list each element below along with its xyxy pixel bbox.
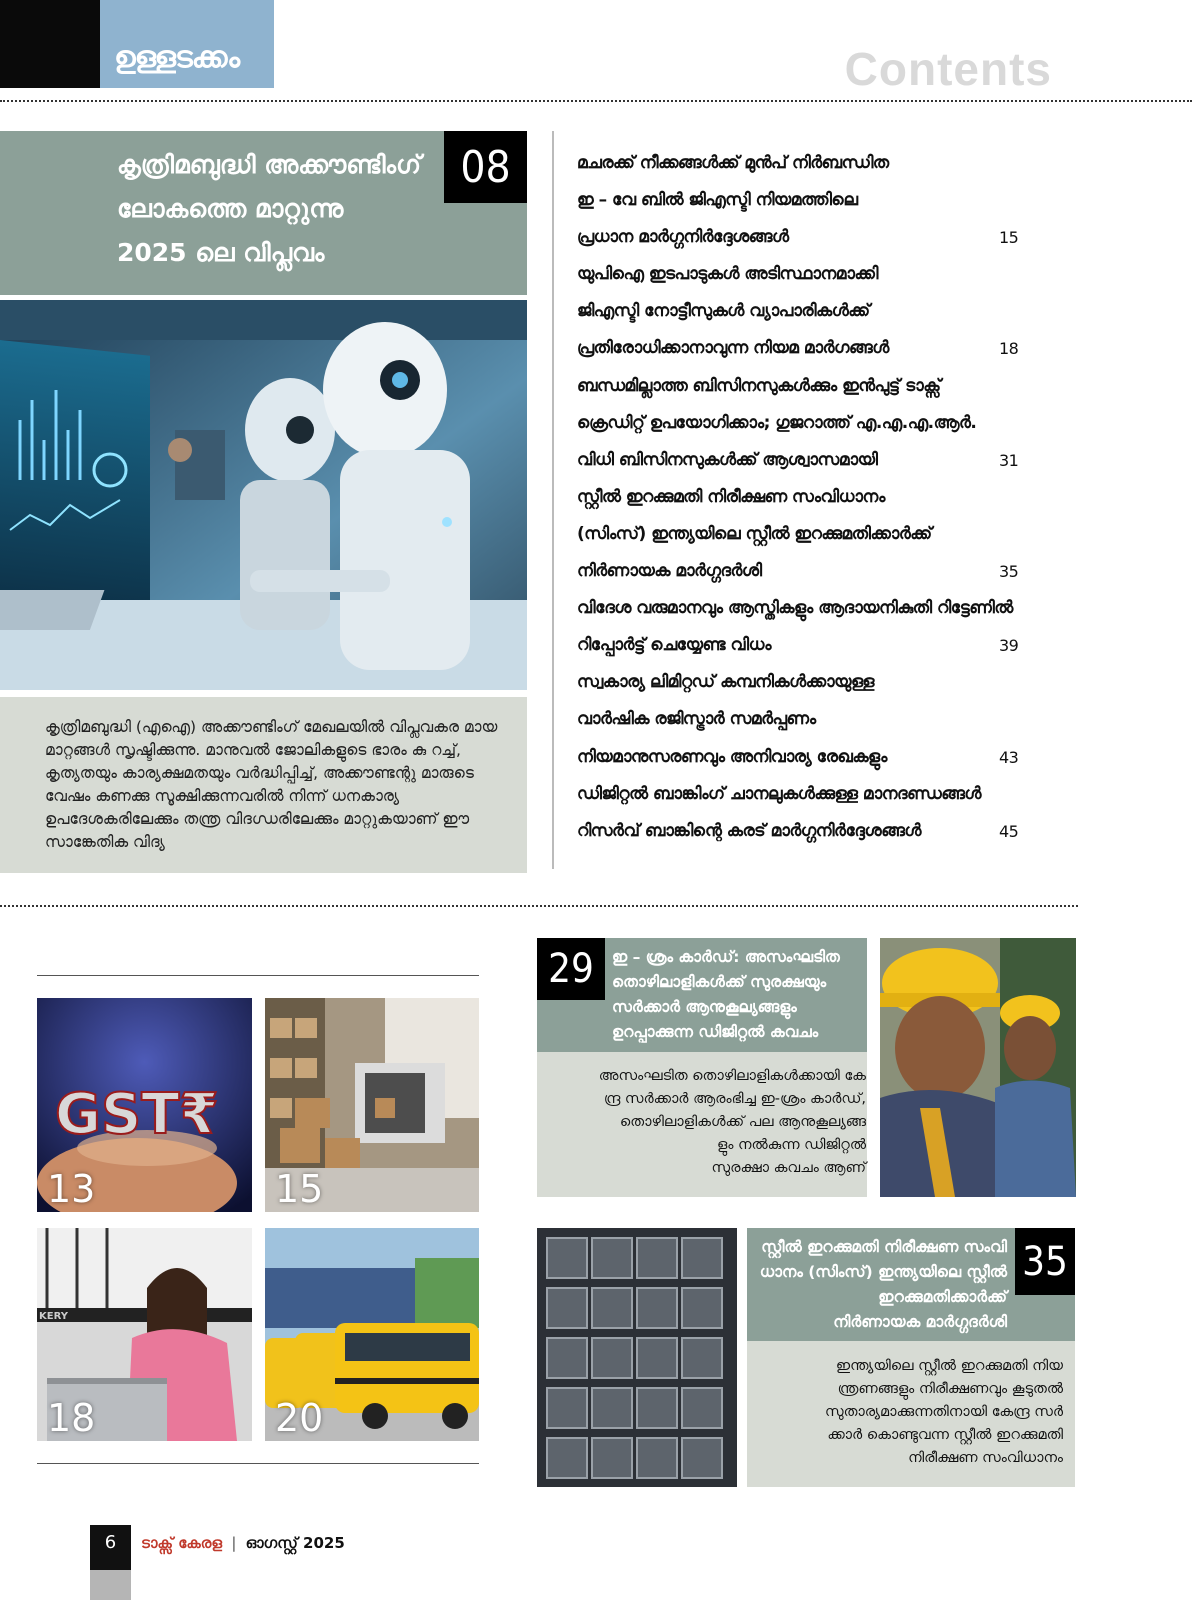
contents-entry[interactable] [577,219,1017,256]
contents-entry[interactable] [577,664,1017,701]
headline-line: നിർണായക മാർഗ്ഗദർശി [833,1313,1007,1331]
story-29-page-number[interactable]: 29 [537,938,605,1000]
headline-line: സർക്കാർ ആനുകൂല്യങ്ങളും [612,998,797,1016]
summary-line: ന്ദ്ര സർക്കാർ ആരംഭിച്ച ഇ-ശ്രം കാർഡ്, [603,1091,866,1107]
grid-top-rule [37,975,479,976]
thumbnail-page-number: 15 [275,1167,324,1211]
summary-line: അസംഘടിത തൊഴിലാളികൾക്കായി കേ [598,1068,866,1084]
contents-entry[interactable] [577,627,1017,664]
contents-entry-text: നിർണായക മാർഗ്ഗദർശി [577,561,762,582]
feature-headline-line: ലോകത്തെ മാറ്റുന്നു [117,194,344,223]
issue-date: ഓഗസ്റ്റ് 2025 [245,1534,345,1552]
feature-headline-line: 2025 ലെ വിപ്ലവം [117,238,325,267]
contents-entry-page[interactable]: 43 [999,747,1019,767]
workers-image [880,938,1076,1197]
thumbnail-page-number: 13 [47,1167,96,1211]
dotted-divider-middle [0,905,1078,907]
story-29-headline[interactable] [612,945,862,1045]
contents-entry-text: സ്റ്റീൽ ഇറക്കുമതി നിരീക്ഷണ സംവിധാനം [577,486,885,507]
contents-entry-text: നിയമാനുസരണവും അനിവാര്യ രേഖകളും [577,746,887,767]
contents-list [577,145,1017,850]
contents-entry[interactable] [577,145,1017,182]
footer-page-number: 6 [104,1532,117,1553]
contents-entry[interactable] [577,516,1017,553]
thumbnail-page-number: 18 [47,1396,96,1440]
contents-entry-page[interactable]: 35 [999,562,1019,582]
magazine-name: ടാക്സ് കേരള [141,1534,223,1552]
contents-entry[interactable] [577,405,1017,442]
contents-entry[interactable] [577,813,1017,850]
contents-entry[interactable] [577,368,1017,405]
feature-summary: കൃത്രിമബുദ്ധി (എഐ) അക്കൗണ്ടിംഗ് മേഖലയിൽ വിപ്ലവകര മായ മാറ്റങ്ങൾ സൃഷ്ടിക്കുന്നു. മാനുവൽ ജോലികളുടെ ഭാരം കു റച്ച്, കൃത്യതയും കാര്യക്ഷമതയും വർദ്ധിപ്പിച്ച്, അക്കൗണ്ടന്റു മാരുടെ വേഷം കണക്കു സൂക്ഷിക്കുന്നവരിൽ നിന്ന് ധനകാര്യ ഉപദേശകരിലേക്കും തന്ത്ര വിദഗ്ധരിലേക്കും മാറ്റുകയാണ് ഈ സാങ്കേതിക വിദ്യ [45,718,498,851]
contents-entry-text: റിസർവ് ബാങ്കിന്റെ കരട് മാർഗ്ഗനിർദ്ദേശങ്ങൾ [577,820,921,841]
summary-line: ഇന്ത്യയിലെ സ്റ്റീൽ ഇറക്കുമതി നിയ [835,1358,1063,1374]
thumbnail-buses[interactable] [265,1228,479,1441]
feature-headline-line: കൃത്രിമബുദ്ധി അക്കൗണ്ടിംഗ് [117,150,422,179]
contents-entry-text: റിപ്പോർട്ട് ചെയ്യേണ്ട വിധം [577,635,771,656]
feature-headline[interactable] [117,143,447,275]
contents-entry-text: ക്രെഡിറ്റ് ഉപയോഗിക്കാം; ഗുജറാത്ത് എ.എ.എ.ആർ. [577,412,977,433]
contents-entry-text: വാർഷിക രജിസ്ട്രാർ സമർപ്പണം [577,709,816,730]
story-35-page-number[interactable]: 35 [1015,1228,1075,1295]
headline-line: ഇറക്കുമതിക്കാർക്ക് [878,1288,1007,1306]
contents-entry-text: മചരക്ക് നീക്കങ്ങൾക്ക് മുൻപ് നിർബന്ധിത [577,153,889,173]
column-divider [552,131,554,869]
contents-entry-page[interactable]: 31 [999,450,1019,470]
contents-entry[interactable] [577,182,1017,219]
contents-entry-text: (സിംസ്) ഇന്ത്യയിലെ സ്റ്റീൽ ഇറക്കുമതിക്കാർക്ക് [577,523,932,544]
contents-entry-page[interactable]: 15 [999,228,1019,248]
summary-line: ളും നൽകുന്ന ഡിജിറ്റൽ [716,1137,866,1153]
contents-entry[interactable] [577,479,1017,516]
headline-line: തൊഴിലാളികൾക്ക് സുരക്ഷയും [612,973,827,991]
contents-entry-text: വിധി ബിസിനസുകൾക്ക് ആശ്വാസമായി [577,449,878,470]
headline-line: ഇ – ശ്രം കാർഡ്: അസംഘടിത [612,948,840,966]
thumbnail-woman[interactable] [37,1228,252,1441]
headline-line: ധാനം (സിംസ്) ഇന്ത്യയിലെ സ്റ്റീൽ [759,1263,1007,1281]
contents-entry[interactable] [577,293,1017,330]
section-title-malayalam: ഉള്ളടക്കം [114,40,240,75]
contents-entry[interactable] [577,256,1017,293]
summary-line: നിരീക്ഷണ സംവിധാനം [908,1450,1063,1466]
grid-bottom-rule [37,1463,479,1464]
contents-entry-text: പ്രതിരോധിക്കാനാവുന്ന നിയമ മാർഗങ്ങൾ [577,338,889,359]
contents-entry-page[interactable]: 39 [999,636,1019,656]
headline-line: ഉറപ്പാക്കുന്ന ഡിജിറ്റൽ കവചം [612,1023,819,1041]
contents-entry-text: ഇ – വേ ബിൽ ജിഎസ്ടി നിയമത്തിലെ [577,190,858,211]
section-title-english: Contents [844,43,1052,95]
dotted-divider-top [0,100,1192,102]
summary-line: ന്ത്രണങ്ങളും നിരീക്ഷണവും കൂടുതൽ [837,1381,1063,1397]
contents-entry[interactable] [577,553,1017,590]
contents-entry[interactable] [577,590,1017,627]
headline-line: സ്റ്റീൽ ഇറക്കുമതി നിരീക്ഷണ സംവി [761,1238,1007,1256]
footer-masthead [141,1534,345,1552]
contents-entry-text: വിദേശ വരുമാനവും ആസ്തികളും ആദായനികുതി റിട്ടേണിൽ [577,598,1013,619]
contents-entry-text: ജിഎസ്ടി നോട്ടീസുകൾ വ്യാപാരികൾക്ക് [577,301,870,322]
story-35-summary [752,1355,1063,1470]
story-29-summary [548,1065,866,1180]
contents-entry[interactable] [577,739,1017,776]
sign-fragment-text: KERY [39,1311,68,1322]
contents-entry-page[interactable]: 18 [999,339,1019,359]
gst-overlay-text: GST₹ [55,1082,219,1147]
contents-entry-text: സ്വകാര്യ ലിമിറ്റഡ് കമ്പനികൾക്കായുള്ള [577,672,874,693]
thumbnail-gst[interactable] [37,998,252,1212]
contents-entry-page[interactable]: 45 [999,821,1019,841]
feature-page-number[interactable]: 08 [444,131,527,203]
story-35-headline[interactable] [742,1235,1007,1335]
footer-separator: | [231,1534,237,1552]
contents-entry[interactable] [577,330,1017,367]
footer-page-box-accent [90,1570,131,1600]
header-black-block [0,0,100,88]
contents-entry[interactable] [577,776,1017,813]
summary-line: സുരക്ഷാ കവചം ആണ് [711,1160,866,1176]
contents-entry-text: പ്രധാന മാർഗ്ഗനിർദ്ദേശങ്ങൾ [577,227,789,248]
contents-entry-text: ഡിജിറ്റൽ ബാങ്കിംഗ് ചാനലുകൾക്കുള്ള മാനദണ്ഡങ്ങൾ [577,783,982,804]
steel-pipes-image [537,1228,737,1487]
contents-entry-text: ബന്ധമില്ലാത്ത ബിസിനസുകൾക്കും ഇൻപുട്ട് ടാക്സ് [577,375,941,396]
contents-entry-text: യുപിഐ ഇടപാടുകൾ അടിസ്ഥാനമാക്കി [577,264,878,285]
ai-robots-image [0,300,527,690]
summary-line: ക്കാർ കൊണ്ടുവന്ന സ്റ്റീൽ ഇറക്കുമതി [827,1427,1063,1443]
summary-line: തൊഴിലാളികൾക്ക് പല ആനുകൂല്യങ്ങ [619,1114,866,1130]
thumbnail-warehouse[interactable] [265,998,479,1212]
contents-entry[interactable] [577,442,1017,479]
contents-entry[interactable] [577,701,1017,738]
thumbnail-page-number: 20 [275,1396,324,1440]
summary-line: സുതാര്യമാക്കുന്നതിനായി കേന്ദ്ര സർ [825,1404,1063,1420]
